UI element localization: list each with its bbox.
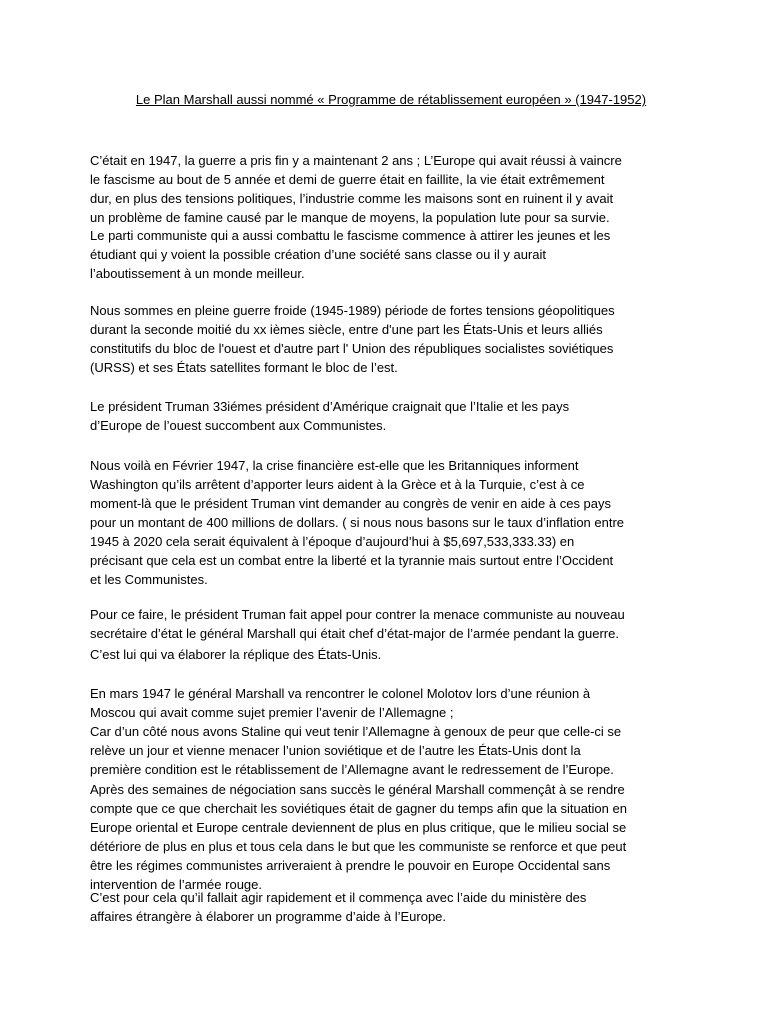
paragraph-marshall-appointment: Pour ce faire, le président Truman fait appel pour contrer la menace communiste au nouveau secrétaire d’état le général Marshall qui était chef d’état-major de l’armée pendant la guerre. bbox=[90, 607, 625, 641]
paragraph-moscow-meeting: En mars 1947 le général Marshall va rencontrer le colonel Molotov lors d’une réunion à Moscou qui avait comme sujet premier l’avenir de l’Allemagne ; bbox=[90, 686, 591, 720]
paragraph-february-1947: Nous voilà en Février 1947, la crise financière est-elle que les Britanniques informent Washington qu’ils arrêtent d’apporter leurs aident à la Grèce et à la Turquie, c’est à ce moment-là que le président Truman vint demander au congrès de venir en aide à ces pays pour un montant de 400 millions de dollars. ( si nous nous basons sur le taux d’inflation entre 1945 à 2020 cela serait équivalent à l’époque d’aujourd’hui à $5,697,533,333.33) en précisant que cela est un combat entre la liberté et la tyrannie mais surtout entre l’Occident et les Communistes. bbox=[90, 458, 625, 587]
paragraph-truman-fear: Le président Truman 33iémes président d’Amérique craignait que l’Italie et les pays d’Europe de l’ouest succombent aux Communistes. bbox=[90, 399, 570, 433]
paragraph-negotiations: Après des semaines de négociation sans succès le général Marshall commençât à se rendre compte que ce que cherchait les soviétiques était de gagner du temps afin que la situation en Europe oriental et Europe centrale deviennent de plus en plus critique, que le milieu social se détériore de plus en plus et tous cela dans le but que les communiste se renforce et que peut être les régimes communistes arriveraient à prendre le pouvoir en Europe Occidental sans intervention de l’armée rouge. bbox=[90, 782, 627, 892]
document-title: Le Plan Marshall aussi nommé « Programme de rétablissement européen » (1947-1952) bbox=[135, 92, 647, 107]
paragraph-us-reply: C’est lui qui va élaborer la réplique des États-Unis. bbox=[90, 647, 382, 662]
paragraph-stalin-germany: Car d’un côté nous avons Staline qui veut tenir l’Allemagne à genoux de peur que celle-ci se relève un jour et vienne menacer l’union soviétique et de l’autre les États-Unis dont la première condition est le rétablissement de l’Allemagne avant le redressement de l’Europe. bbox=[90, 724, 622, 777]
paragraph-cold-war: Nous sommes en pleine guerre froide (1945-1989) période de fortes tensions géopolitiques durant la seconde moitié du xx ièmes siècle, entre d'une part les États-Unis et leurs alliés constitutifs du bloc de l'ouest et d'autre part l' Union des républiques socialistes soviétiques (URSS) et ses États satellites formant le bloc de l’est. bbox=[90, 303, 615, 375]
paragraph-aid-program: C’est pour cela qu’il fallait agir rapidement et il commença avec l’aide du ministère des affaires étrangère à élaborer un programme d’aide à l’Europe. bbox=[90, 890, 587, 924]
paragraph-1947-context: C’était en 1947, la guerre a pris fin y a maintenant 2 ans ; L’Europe qui avait réussi à vaincre le fascisme au bout de 5 année et demi de guerre était en faillite, la vie était extrêmement dur, en plus des tensions politiques, l’industrie comme les maisons sont en ruinent il y avait un problème de famine causé par le manque de moyens, la population lute pour sa survie. bbox=[90, 153, 622, 225]
paragraph-communist-party: Le parti communiste qui a aussi combattu le fascisme commence à attirer les jeunes et les étudiant qui y voient la possible création d’une société sans classe ou il y aurait l’aboutissement à un monde meilleur. bbox=[90, 228, 611, 281]
